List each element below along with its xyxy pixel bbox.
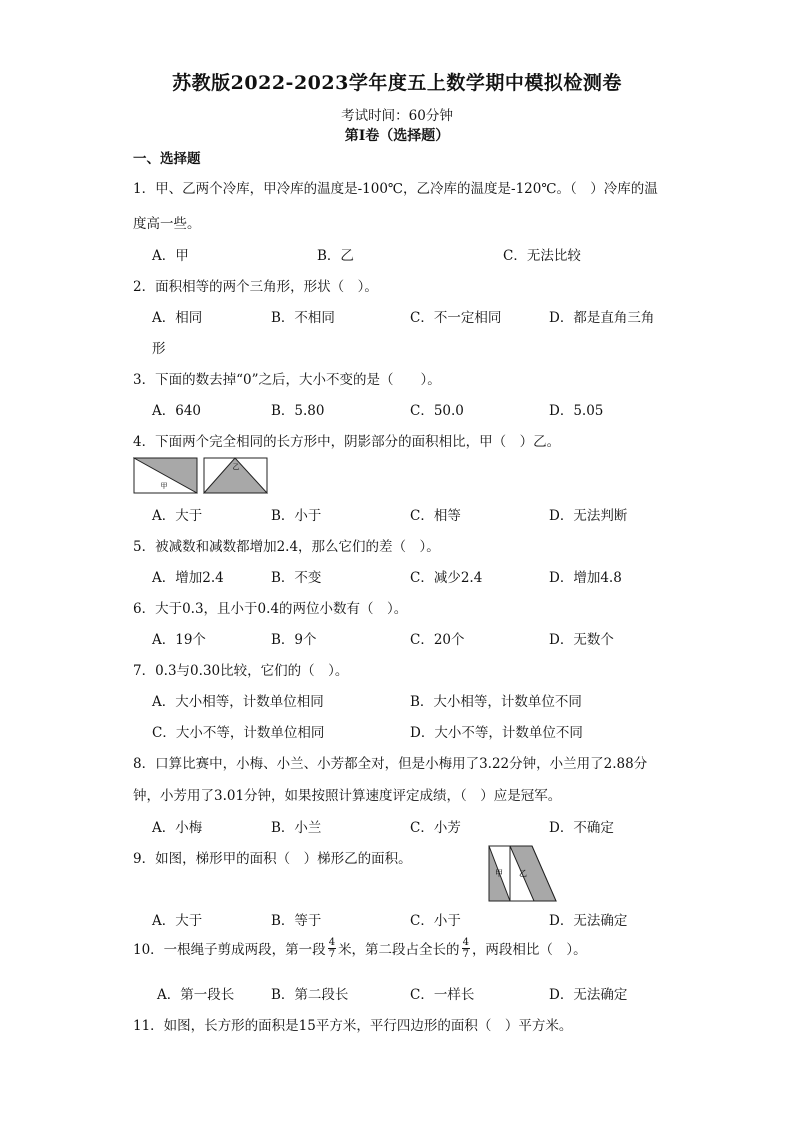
fraction-numerator: 4 — [328, 937, 336, 948]
question-5-stem: 5．被减数和减数都增加2.4，那么它们的差（ ）。 — [133, 539, 440, 555]
fraction-denominator: 7 — [328, 949, 336, 960]
question-5-option-d[interactable]: D．增加4.8 — [549, 570, 622, 586]
question-10-option-c[interactable]: C．一样长 — [410, 987, 475, 1003]
question-4-stem: 4．下面两个完全相同的长方形中，阴影部分的面积相比，甲（ ）乙。 — [133, 434, 561, 450]
question-3-stem: 3．下面的数去掉“0”之后，大小不变的是（ ）。 — [133, 372, 441, 388]
question-4-option-b[interactable]: B．小于 — [271, 508, 322, 524]
question-3-option-b[interactable]: B．5.80 — [271, 403, 325, 419]
question-7-option-a[interactable]: A．大小相等，计数单位相同 — [152, 694, 324, 710]
question-8-option-d[interactable]: D．不确定 — [549, 820, 614, 836]
question-10-stem-middle: 米，第二段占全长的 — [338, 942, 460, 958]
question-3-option-c[interactable]: C．50.0 — [410, 403, 464, 419]
question-9-figure — [487, 844, 559, 904]
question-8-option-a[interactable]: A．小梅 — [152, 820, 203, 836]
question-9-option-b[interactable]: B．等于 — [271, 913, 322, 929]
question-10-stem — [133, 938, 587, 962]
fraction-denominator: 7 — [462, 949, 469, 960]
question-1-option-c[interactable]: C．无法比较 — [503, 248, 581, 264]
question-1-stem-cont: 度高一些。 — [133, 216, 201, 232]
question-10-option-b[interactable]: B．第二段长 — [271, 987, 349, 1003]
question-10-stem-prefix: 10．一根绳子剪成两段，第一段 — [133, 942, 326, 958]
question-3-option-a[interactable]: A．640 — [152, 403, 202, 419]
question-10-option-d[interactable]: D．无法确定 — [549, 987, 628, 1003]
question-7-option-d[interactable]: D．大小不等，计数单位不同 — [410, 725, 583, 741]
question-8-option-c[interactable]: C．小芳 — [410, 820, 461, 836]
question-4-figure — [133, 457, 269, 495]
fraction-second-segment — [462, 937, 470, 960]
question-1-option-b[interactable]: B．乙 — [317, 248, 354, 264]
question-9-option-a[interactable]: A．大于 — [152, 913, 203, 929]
question-1-option-a[interactable]: A．甲 — [152, 248, 189, 264]
question-4-option-d[interactable]: D．无法判断 — [549, 508, 628, 524]
label-jia: 甲 — [495, 869, 503, 878]
question-7-option-c[interactable]: C．大小不等，计数单位相同 — [152, 725, 325, 741]
fraction-numerator: 4 — [462, 937, 469, 948]
question-3-option-d[interactable]: D．5.05 — [549, 403, 604, 419]
question-11-stem: 11．如图，长方形的面积是15平方米，平行四边形的面积（ ）平方米。 — [133, 1018, 573, 1034]
question-5-option-b[interactable]: B．不变 — [271, 570, 322, 586]
label-jia: 甲 — [160, 482, 168, 490]
question-5-option-a[interactable]: A．增加2.4 — [152, 570, 224, 586]
question-2-option-d-wrap: 形 — [152, 341, 166, 357]
question-2-option-b[interactable]: B．不相同 — [271, 310, 335, 326]
question-6-option-c[interactable]: C．20个 — [410, 632, 465, 648]
question-8-option-b[interactable]: B．小兰 — [271, 820, 322, 836]
question-5-option-c[interactable]: C．减少2.4 — [410, 570, 483, 586]
label-yi: 乙 — [232, 463, 240, 471]
question-6-option-d[interactable]: D．无数个 — [549, 632, 614, 648]
question-8-stem-cont: 钟，小芳用了3.01分钟，如果按照计算速度评定成绩，（ ）应是冠军。 — [133, 788, 562, 804]
question-2-option-a[interactable]: A．相同 — [152, 310, 203, 326]
question-7-option-b[interactable]: B．大小相等，计数单位不同 — [410, 694, 582, 710]
question-6-option-a[interactable]: A．19个 — [152, 632, 206, 648]
question-7-stem: 7．0.3与0.30比较，它们的（ ）。 — [133, 663, 349, 679]
part-heading: 第I卷（选择题） — [344, 128, 450, 144]
question-2-option-c[interactable]: C．不一定相同 — [410, 310, 502, 326]
question-9-option-c[interactable]: C．小于 — [410, 913, 461, 929]
question-2-option-d[interactable]: D．都是直角三角 — [549, 310, 655, 326]
question-9-stem: 9．如图，梯形甲的面积（ ）梯形乙的面积。 — [133, 851, 412, 867]
fraction-first-segment — [328, 937, 336, 960]
question-4-option-c[interactable]: C．相等 — [410, 508, 461, 524]
question-10-option-a[interactable]: A．第一段长 — [157, 987, 235, 1003]
exam-title: 苏教版2022-2023学年度五上数学期中模拟检测卷 — [172, 72, 622, 94]
question-8-stem: 8．口算比赛中，小梅、小兰、小芳都全对，但是小梅用了3.22分钟，小兰用了2.88分 — [133, 756, 648, 772]
question-4-option-a[interactable]: A．大于 — [152, 508, 203, 524]
exam-time: 考试时间：60分钟 — [341, 108, 453, 124]
question-6-option-b[interactable]: B．9个 — [271, 632, 317, 648]
question-10-stem-suffix: ，两段相比（ ）。 — [471, 942, 587, 958]
question-9-option-d[interactable]: D．无法确定 — [549, 913, 628, 929]
label-yi: 乙 — [519, 869, 527, 878]
question-1-stem: 1．甲、乙两个冷库，甲冷库的温度是-100℃，乙冷库的温度是-120℃。（ ）冷库的温 — [133, 181, 658, 197]
question-6-stem: 6．大于0.3，且小于0.4的两位小数有（ ）。 — [133, 601, 408, 617]
section-heading: 一、选择题 — [133, 151, 201, 167]
question-2-stem: 2．面积相等的两个三角形，形状（ ）。 — [133, 279, 378, 295]
